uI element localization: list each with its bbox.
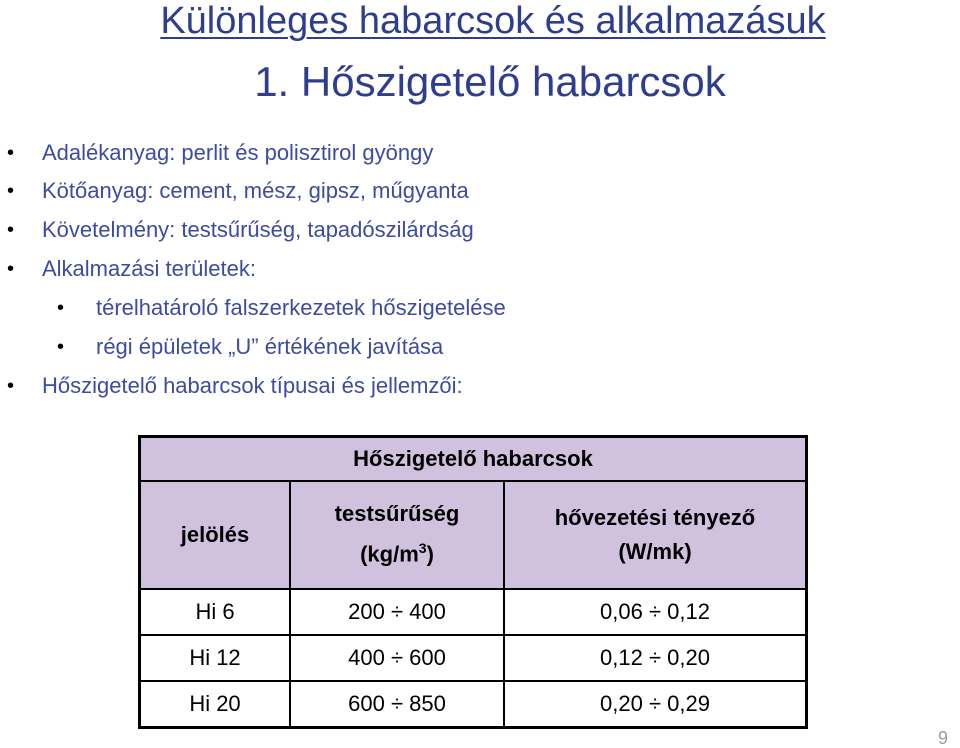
- bullet-dot-icon: •: [7, 219, 15, 241]
- table-caption: Hőszigetelő habarcsok: [140, 437, 807, 481]
- table-row: Hi 12 400 ÷ 600 0,12 ÷ 0,20: [140, 635, 807, 681]
- col-header-conductivity: hővezetési tényező (W/mk): [504, 481, 807, 589]
- bullet-dot-icon: •: [7, 258, 15, 280]
- bullet-dot-icon: •: [57, 336, 65, 358]
- bullet-item: • Követelmény: testsűrűség, tapadószilárdság: [42, 215, 474, 245]
- bullet-dot-icon: •: [57, 297, 65, 319]
- sub-bullet-item: • térelhatároló falszerkezetek hőszigetelése: [96, 293, 506, 323]
- table-row: Hi 20 600 ÷ 850 0,20 ÷ 0,29: [140, 681, 807, 728]
- col-header-density: testsűrűség $(kg/m^3)$: [290, 481, 504, 589]
- col-header-designation: jelölés: [140, 481, 291, 589]
- slide-title: Különleges habarcsok és alkalmazásuk: [160, 0, 826, 42]
- bullet-dot-icon: •: [7, 180, 15, 202]
- sub-bullet-item: • régi épületek „U” értékének javítása: [96, 332, 443, 362]
- slide-subtitle: 1. Hőszigetelő habarcsok: [254, 58, 726, 105]
- bullet-item: • Kötőanyag: cement, mész, gipsz, műgyanta: [42, 176, 469, 206]
- bullet-item: • Hőszigetelő habarcsok típusai és jellemzői:: [42, 371, 463, 401]
- mortar-table: [138, 435, 808, 729]
- bullet-dot-icon: •: [7, 142, 15, 164]
- bullet-item: • Adalékanyag: perlit és polisztirol gyöngy: [42, 138, 433, 168]
- bullet-item: • Alkalmazási területek:: [42, 254, 256, 284]
- bullet-dot-icon: •: [7, 375, 15, 397]
- table-row: Hi 6 200 ÷ 400 0,06 ÷ 0,12: [140, 589, 807, 635]
- page-number: 9: [937, 728, 948, 748]
